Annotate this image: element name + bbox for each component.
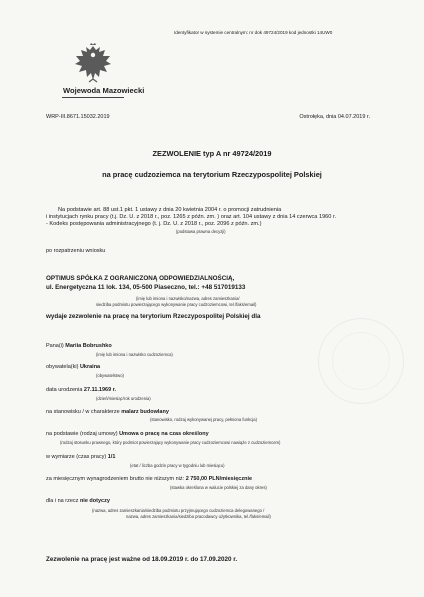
basis-label: na podstawie (rodzaj umowy) <box>46 431 118 437</box>
salary-caption: (stawka określona w walucie polskiej za dany okres) <box>170 485 267 490</box>
validity-statement: Zezwolenie na pracę jest ważne od 18.09.2019 r. do 17.09.2020 r. <box>46 556 238 563</box>
third-party-label: dla i na rzecz <box>46 498 79 504</box>
legal-basis-line-1: Na podstawie art. 88 ust.1 pkt. 1 ustawy z dnia 20 kwietnia 2004 r. o promocji zatrudnienia <box>58 207 282 213</box>
third-party-field <box>46 498 110 504</box>
basis-field <box>46 431 209 437</box>
citizenship-value: Ukraina <box>79 364 101 370</box>
employer-caption-1: (imię lub imiona i nazwisko/nazwa, adres zamieszkania/ <box>136 296 240 301</box>
third-party-caption-2: nazwa, adres zamieszkania/siedziba pracodawcy użytkownika, tel./faks/email) <box>126 514 271 519</box>
authority-underline <box>62 97 124 98</box>
legal-basis-caption: (podstawa prawna decyzji) <box>176 229 226 234</box>
salary-value: 2 750,00 PLN/miesięcznie <box>185 476 253 482</box>
position-label: na stanowisku / w charakterze <box>46 409 120 415</box>
position-value: malarz budowlany <box>121 409 169 415</box>
place-and-date: Ostrołęka, dnia 04.07.2019 r. <box>299 114 370 120</box>
authority-name: Wojewoda Mazowiecki <box>63 86 145 95</box>
seal-inner-ring <box>332 332 390 390</box>
third-party-caption-1: (nazwa, adres zamieszkania/siedziba podmiotu przyjmującego cudzoziemca delegowanego / <box>92 508 265 513</box>
citizenship-label: obywatela(ki) <box>46 364 79 370</box>
basis-caption: (rodzaj stosunku prawnego, który podmiot powierzający wykonywanie pracy cudzoziemcowi nawiąże z cudzoziemcem) <box>60 440 281 445</box>
name-value: Mariia Bobrushko <box>65 343 112 349</box>
position-field <box>46 409 169 415</box>
employer-caption-2: siedziba podmiotu powierzającego wykonywanie pracy cudzoziemcowi, tel./faks/email) <box>96 302 257 307</box>
name-field <box>46 343 112 349</box>
issue-statement: wydaje zezwolenie na pracę na terytorium Rzeczypospolitej Polskiej dla <box>46 313 261 320</box>
hours-label: w wymiarze (czas pracy) <box>46 454 107 460</box>
reference-number: WRP-III.8671.15032.2019 <box>46 114 110 120</box>
salary-field <box>46 476 252 482</box>
citizenship-caption: (obywatelstwo) <box>96 373 124 378</box>
hours-value: 1/1 <box>107 454 116 460</box>
document-subtitle: na pracę cudzoziemca na terytorium Rzeczypospolitej Polskiej <box>102 170 322 179</box>
employer-address: ul. Energetyczna 11 lok. 134, 05-500 Piaseczno, tel.: +48 517019133 <box>46 284 246 291</box>
document-identifier: Identyfikator w systemie centralnym: nr dok 49724/2019 kod jednostki 14UW0 <box>174 30 333 35</box>
legal-basis-line-2: i instytucjach rynku pracy (t.j. Dz. U. z 2018 r., poz. 1265 z późn. zm. ) oraz art. 104 ustawy z dnia 14 czerwca 1960 r. <box>46 214 337 220</box>
name-label: Pana(i) <box>46 343 64 349</box>
citizenship-field <box>46 364 100 370</box>
hours-caption: (etat / liczba godzin pracy w tygodniu lub miesiącu) <box>130 463 225 468</box>
request-text: po rozpatrzeniu wniosku <box>46 248 106 254</box>
dob-caption: (dzień/miesiąc/rok urodzenia) <box>96 396 151 401</box>
dob-field <box>46 387 116 393</box>
legal-basis-line-3: - Kodeks postępowania administracyjnego (t. j. Dz. U. z 2018 r., poz. 2096 z późn. zm.) <box>46 221 262 227</box>
third-party-value: nie dotyczy <box>79 498 110 504</box>
polish-eagle-emblem-icon <box>73 42 113 86</box>
employer-name: OPTIMUS SPÓŁKA Z OGRANICZONĄ ODPOWIEDZIALNOŚCIĄ, <box>46 275 235 282</box>
hours-field <box>46 454 115 460</box>
dob-label: data urodzenia <box>46 387 83 393</box>
salary-label: za miesięcznym wynagrodzeniem brutto nie niższym niż: <box>46 476 185 482</box>
position-caption: (stanowisko, rodzaj wykonywanej pracy, pełniona funkcja) <box>150 417 257 422</box>
basis-value: Umowa o pracę na czas określony <box>119 431 209 437</box>
name-caption: (imię lub imiona i nazwisko cudzoziemca) <box>96 352 173 357</box>
dob-value: 27.11.1969 r. <box>83 387 117 393</box>
document-title: ZEZWOLENIE typ A nr 49724/2019 <box>152 149 272 158</box>
